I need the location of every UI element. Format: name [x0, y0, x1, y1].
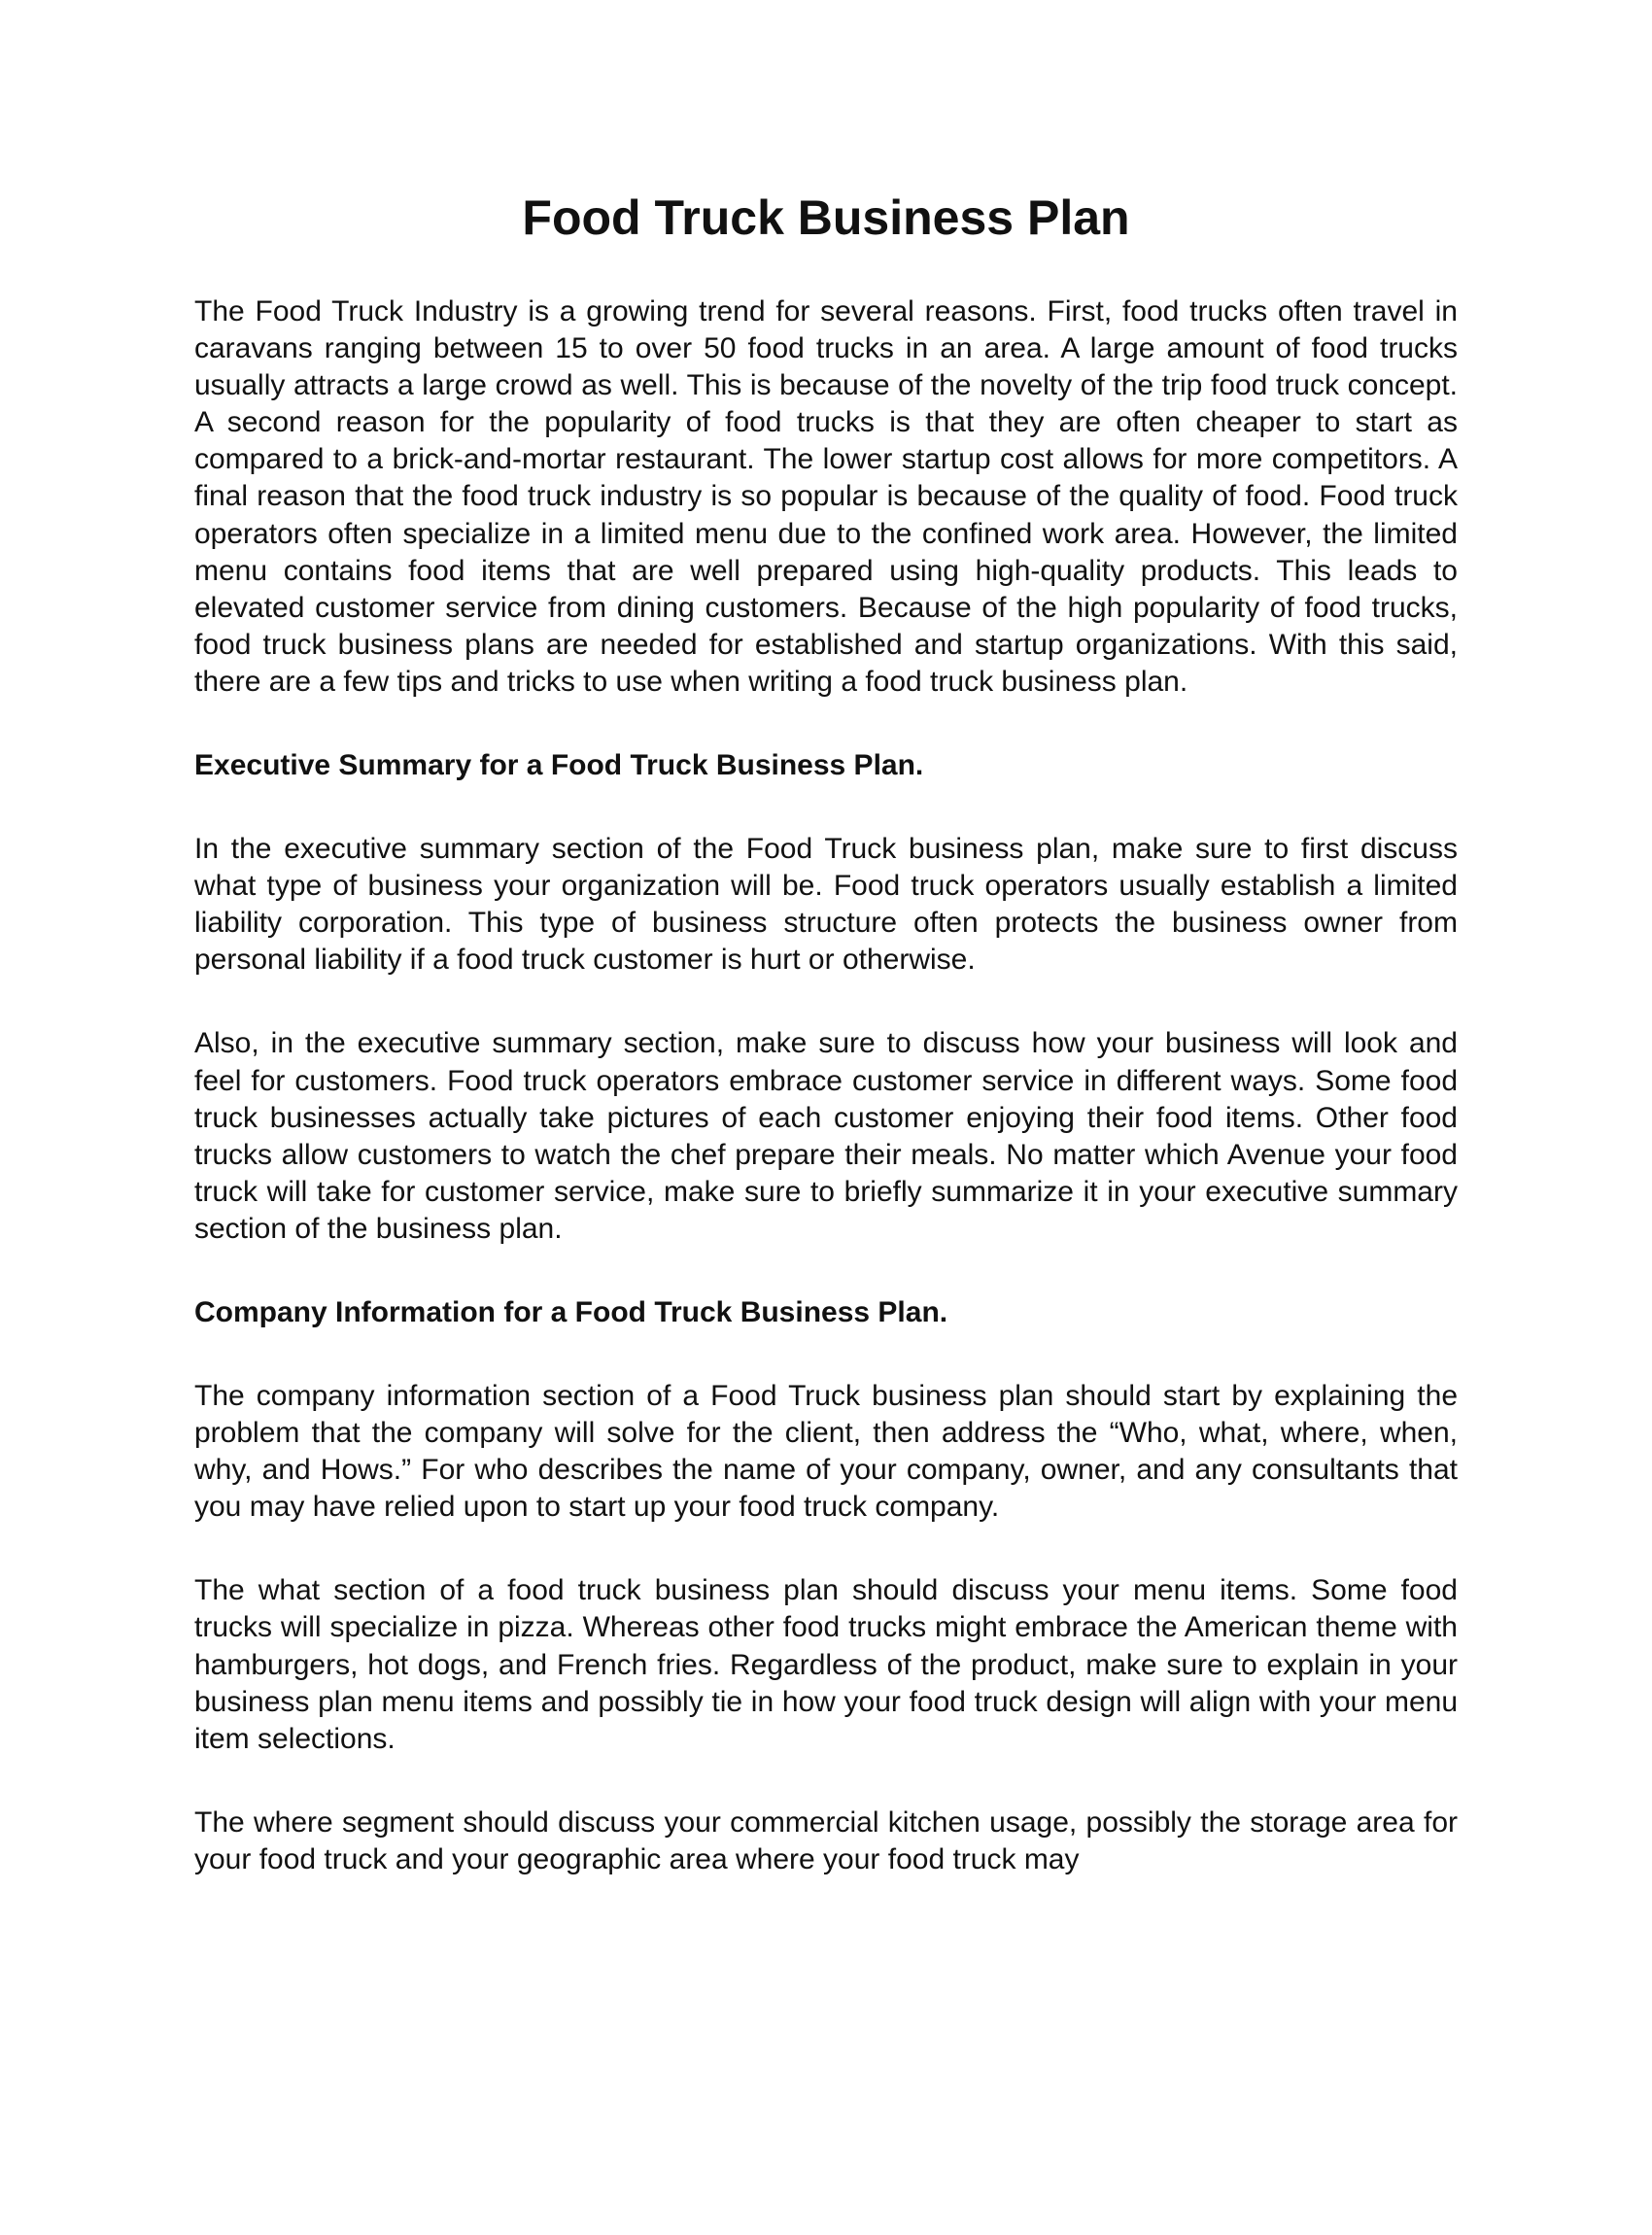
- company-information-paragraph-3: The where segment should discuss your commercial kitchen usage, possibly the storage area for your food truck and your geographic area where your food truck may: [194, 1805, 1458, 1875]
- company-information-paragraph-1: The company information section of a Food Truck business plan should start by explaining the problem that the company will solve for the client, then address the “Who, what, where, when, why, and Hows.” For who describes the name of your company, owner, and any consultants that you may have relied upon to start up your food truck company.: [194, 1379, 1458, 1524]
- company-information-heading: Company Information for a Food Truck Business Plan.: [194, 1295, 948, 1328]
- executive-summary-paragraph-1: In the executive summary section of the Food Truck business plan, make sure to first discuss what type of business your organization will be. Food truck operators usually establish a limited liability corporation. This type of business structure often protects the business owner from personal liability if a food truck customer is hurt or otherwise.: [194, 833, 1458, 977]
- intro-paragraph: The Food Truck Industry is a growing trend for several reasons. First, food trucks often travel in caravans ranging between 15 to over 50 food trucks in an area. A large amount of food trucks usually attracts a large crowd as well. This is because of the novelty of the trip food truck concept. A second reason for the popularity of food trucks is that they are often cheaper to start as compared to a brick-and-mortar restaurant. The lower startup cost allows for more competitors. A final reason that the food truck industry is so popular is because of the quality of food. Food truck operators often specialize in a limited menu due to the confined work area. However, the limited menu contains food items that are well prepared using high-quality products. This leads to elevated customer service from dining customers. Because of the high popularity of food trucks, food truck business plans are needed for established and startup organizations. With this said, there are a few tips and tricks to use when writing a food truck business plan.: [194, 295, 1458, 698]
- document-title: Food Truck Business Plan: [522, 190, 1130, 245]
- executive-summary-heading: Executive Summary for a Food Truck Business Plan.: [194, 749, 924, 782]
- executive-summary-paragraph-2: Also, in the executive summary section, make sure to discuss how your business will look and feel for customers. Food truck operators embrace customer service in different ways. Some food truck businesses actually take pictures of each customer enjoying their food items. Other food trucks allow customers to watch the chef prepare their meals. No matter which Avenue your food truck will take for customer service, make sure to briefly summarize it in your executive summary section of the business plan.: [194, 1027, 1458, 1245]
- company-information-paragraph-2: The what section of a food truck business plan should discuss your menu items. Some food trucks will specialize in pizza. Whereas other food trucks might embrace the American theme with hamburgers, hot dogs, and French fries. Regardless of the product, make sure to explain in your business plan menu items and possibly tie in how your food truck design will align with your menu item selections.: [194, 1574, 1458, 1755]
- document-page: [194, 185, 1458, 1925]
